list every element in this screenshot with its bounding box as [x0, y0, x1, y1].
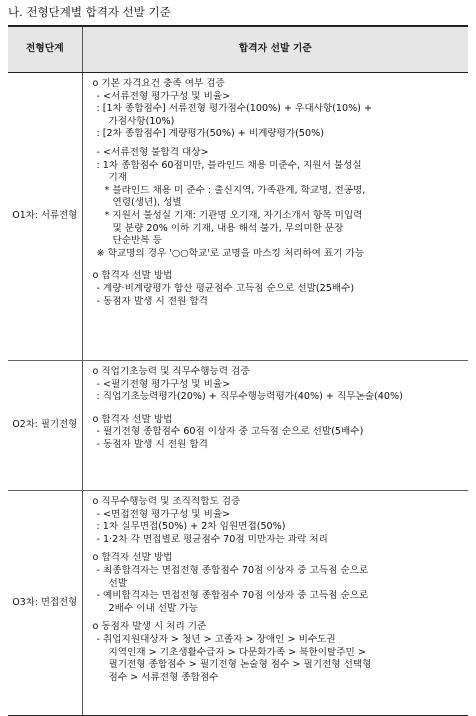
list-item: - <필기전형 평가구성 및 비율>: [96, 378, 231, 390]
list-item: ο 동점자 발생 시 처리 기준: [92, 621, 207, 633]
list-item: : [1차 종합점수] 서류전형 평가점수(100%) + 우대사항(10%) +: [96, 103, 373, 115]
table-row: [8, 361, 468, 491]
stage-cell-document: O1차: 서류전형: [8, 73, 82, 361]
list-item: - <서류전형 불합격 대상>: [96, 146, 209, 158]
list-item: 2배수 이내 선발 가능: [108, 602, 198, 614]
criteria-cell-interview: [82, 491, 468, 716]
list-item: 가점사항(10%): [108, 115, 175, 127]
table-row: [8, 73, 468, 361]
list-item: - 계량·비계량평가 합산 평균점수 고득점 순으로 선발(25배수): [96, 282, 355, 294]
selection-criteria-table: [8, 25, 468, 716]
list-item: - 동점자 발생 시 전원 합격: [96, 438, 208, 450]
list-item: ο 합격자 선발 방법: [92, 270, 173, 282]
list-item: ο 직업기초능력 및 직무수행능력 검증: [92, 366, 250, 377]
table-row: [8, 491, 468, 716]
list-item: - 취업지원대상자 > 청년 > 고졸자 > 장애인 > 비수도권: [96, 633, 336, 645]
list-item: 지역인재 > 기초생활수급자 > 다문화가족 > 북한이탈주민 >: [108, 646, 366, 658]
list-item: - 예비합격자는 면접전형 종합점수 70점 이상자 중 고득점 순으로: [96, 590, 369, 602]
list-item: - <면접전형 평가구성 및 비율>: [96, 508, 231, 520]
list-item: ο 직무수행능력 및 조직적합도 검증: [92, 496, 241, 507]
list-item: ※ 학교명의 경우 '○○학교'로 교명을 마스킹 처리하여 표기 가능: [96, 247, 365, 259]
list-item: - 필기전형 종합점수 60점 이상자 중 고득점 순으로 선발(5배수): [96, 426, 364, 438]
header-criteria: 합격자 선발 기준: [82, 26, 468, 73]
header-stage: 전형단계: [8, 26, 82, 73]
list-item: * 블라인드 채용 미 준수 : 출신지역, 가족관계, 학교명, 전공명,: [104, 184, 366, 196]
table-header-row: [8, 26, 468, 73]
list-item: : [2차 종합점수] 계량평가(50%) + 비계량평가(50%): [96, 128, 324, 140]
page-title: 나. 전형단계별 합격자 선발 기준: [8, 5, 171, 19]
list-item: - 1·2차 각 면접별로 평균점수 70점 미만자는 과락 처리: [96, 533, 328, 545]
list-item: - 동점자 발생 시 전원 합격: [96, 295, 208, 307]
list-item: : 1차 실무면접(50%) + 2차 임원면접(50%): [96, 521, 286, 533]
criteria-cell-written: [82, 361, 468, 491]
list-item: : 1차 종합점수 60점미만, 블라인드 채용 미준수, 지원서 불성실: [96, 159, 362, 171]
list-item: 연령(생년), 성별: [112, 197, 182, 209]
list-item: 선발: [108, 577, 128, 589]
list-item: 기재: [108, 172, 128, 184]
list-item: ο 합격자 선발 방법: [92, 413, 173, 425]
stage-cell-written: O2차: 필기전형: [8, 361, 82, 491]
list-item: - 최종합격자는 면접전형 종합점수 70점 이상자 중 고득점 순으로: [96, 564, 369, 576]
stage-cell-interview: O3차: 면접전형: [8, 491, 82, 716]
list-item: * 지원서 불성실 기재: 기관명 오기재, 자기소개서 항목 미입력: [104, 209, 363, 221]
list-item: : 직업기초능력평가(20%) + 직무수행능력평가(40%) + 직무논술(40%): [96, 391, 403, 403]
list-item: ο 기본 자격요건 충족 여부 검증: [92, 78, 225, 89]
list-item: 점수 > 서류전형 종합점수: [108, 671, 219, 683]
list-item: - <서류전형 평가구성 및 비율>: [96, 90, 231, 102]
list-item: 필기전형 종합점수 > 필기전형 논술형 점수 > 필기전형 선택형: [108, 659, 372, 671]
list-item: ο 합격자 선발 방법: [92, 552, 173, 564]
criteria-cell-document: [82, 73, 468, 361]
list-item: 단순반복 등: [112, 235, 162, 247]
list-item: 및 분량 20% 이하 기재, 내용 해석 불가, 무의미한 문장: [112, 222, 344, 234]
